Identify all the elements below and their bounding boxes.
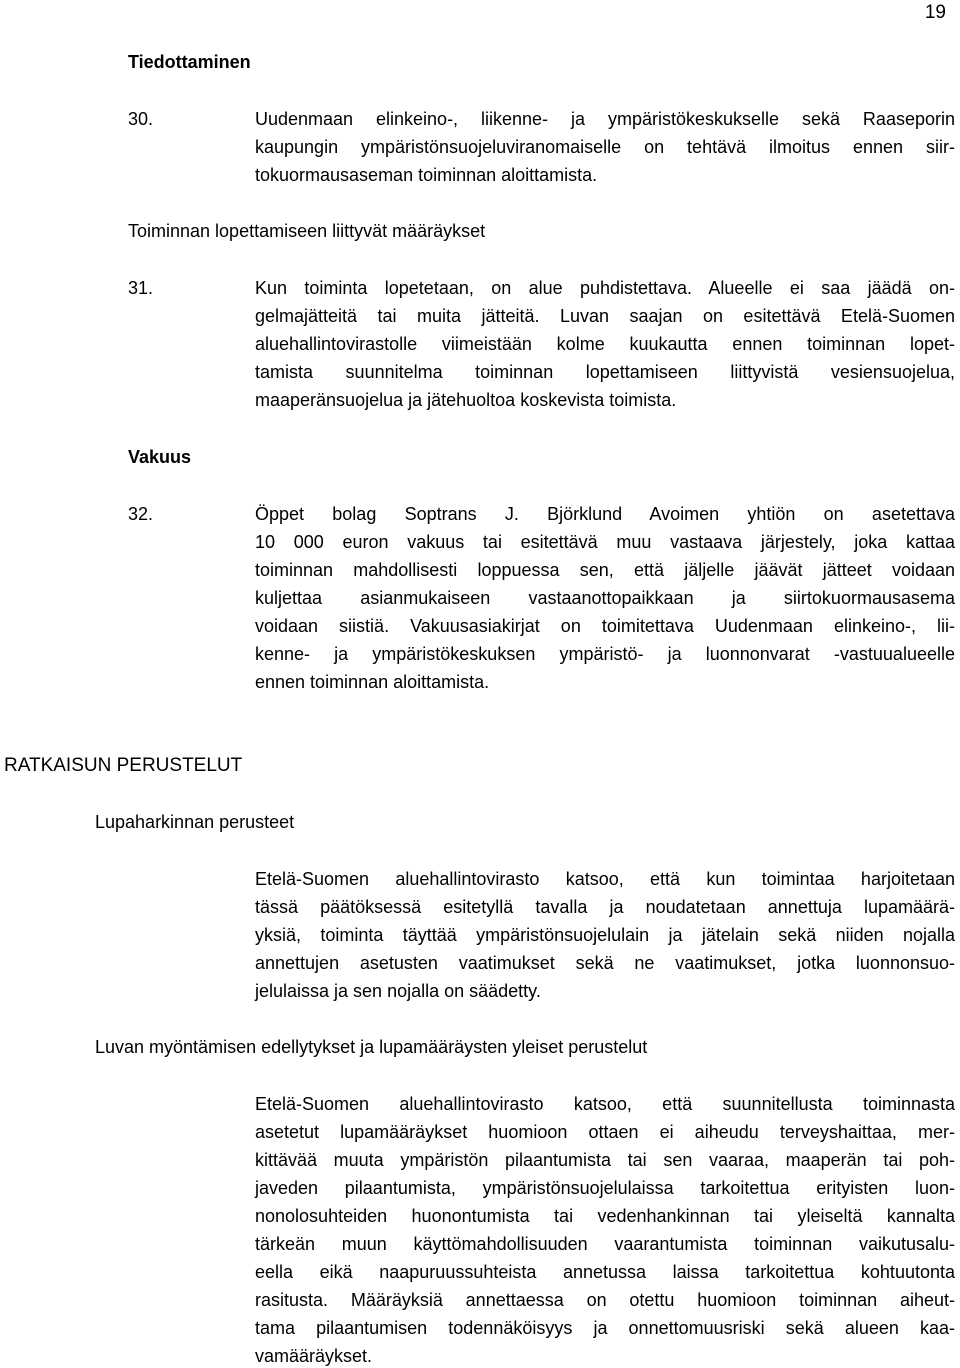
item-31-line: Kun toiminta lopetetaan, on alue puhdistettava. Alueelle ei saa jäädä on-: [255, 278, 955, 298]
edellytykset-line: eella eikä naapuruussuhteista annetussa laissa tarkoitettua kohtuutonta: [255, 1262, 955, 1282]
edellytykset-line: Etelä-Suomen aluehallintovirasto katsoo, että suunnitellusta toiminnasta: [255, 1094, 955, 1114]
section-heading-lopettaminen: Toiminnan lopettamiseen liittyvät määräykset: [128, 221, 486, 241]
item-32-line: kuljettaa asianmukaiseen vastaanottopaikkaan ja siirtokuormausasema: [255, 588, 955, 608]
item-31-line: tamista suunnitelma toiminnan lopettamiseen liittyvistä vesiensuojelua,: [255, 362, 955, 382]
section-heading-vakuus: Vakuus: [128, 447, 192, 467]
item-31-line: aluehallintovirastolle viimeistään kolme kuukautta ennen toiminnan lopet-: [255, 334, 955, 354]
lupaharkinta-line: annettujen asetusten vaatimukset sekä ne vaatimukset, jotka luonnonsuo-: [255, 953, 955, 973]
item-32-line: voidaan siistiä. Vakuusasiakirjat on toimitettava Uudenmaan elinkeino-, lii-: [255, 616, 955, 636]
edellytykset-line: nonolosuhteiden huonontumista tai vedenhankinnan tai yleiseltä kannalta: [255, 1206, 955, 1226]
item-30-line: Uudenmaan elinkeino-, liikenne- ja ympäristökeskukselle sekä Raaseporin: [255, 109, 955, 129]
item-30-line: kaupungin ympäristönsuojeluviranomaiselle on tehtävä ilmoitus ennen siir-: [255, 137, 955, 157]
lupaharkinta-line: jelulaissa ja sen nojalla on säädetty.: [255, 981, 541, 1001]
item-30-line: tokuormausaseman toiminnan aloittamista.: [255, 165, 598, 185]
main-heading-ratkaisun-perustelut: RATKAISUN PERUSTELUT: [4, 755, 243, 776]
edellytykset-line: vamääräykset.: [255, 1346, 373, 1366]
item-32-line: ennen toiminnan aloittamista.: [255, 672, 490, 692]
edellytykset-line: tärkeän muun käyttömahdollisuuden vaarantumista toiminnan vaikutusalu-: [255, 1234, 955, 1254]
item-32-line: kenne- ja ympäristökeskuksen ympäristö- ja luonnonvarat -vastuualueelle: [255, 644, 955, 664]
lupaharkinta-line: yksiä, toiminta täyttää ympäristönsuojelulain ja jätelain sekä niiden nojalla: [255, 925, 955, 945]
edellytykset-line: javeden pilaantumista, ympäristönsuojelulaissa tarkoitettua erityisten luon-: [255, 1178, 955, 1198]
item-number-31: 31.: [128, 278, 154, 298]
edellytykset-line: kittävää muuta ympäristön pilaantumista tai sen vaaraa, maaperän tai poh-: [255, 1150, 955, 1170]
item-32-line: toiminnan mahdollisesti loppuessa sen, että jäljelle jäävät jätteet voidaan: [255, 560, 955, 580]
item-number-30: 30.: [128, 109, 154, 129]
edellytykset-line: tama pilaantumisen todennäköisyys ja onnettomuusriski sekä alueen kaa-: [255, 1318, 955, 1338]
item-number-32: 32.: [128, 504, 154, 524]
item-32-line: 10 000 euron vakuus tai esitettävä muu vastaava järjestely, joka kattaa: [255, 532, 955, 552]
subheading-edellytykset: Luvan myöntämisen edellytykset ja lupamääräysten yleiset perustelut: [95, 1037, 648, 1057]
edellytykset-line: asetetut lupamääräykset huomioon ottaen ei aiheudu terveyshaittaa, mer-: [255, 1122, 955, 1142]
edellytykset-line: rasitusta. Määräyksiä annettaessa on otettu huomioon toiminnan aiheut-: [255, 1290, 955, 1310]
section-heading-tiedottaminen: Tiedottaminen: [128, 52, 251, 72]
page-number: 19: [924, 2, 946, 23]
lupaharkinta-line: tässä päätöksessä esitetyllä tavalla ja noudatetaan annettuja lupamäärä-: [255, 897, 955, 917]
subheading-lupaharkinta: Lupaharkinnan perusteet: [95, 812, 295, 832]
item-32-line: Öppet bolag Soptrans J. Björklund Avoimen yhtiön on asetettava: [255, 504, 955, 524]
lupaharkinta-line: Etelä-Suomen aluehallintovirasto katsoo, että kun toimintaa harjoitetaan: [255, 869, 955, 889]
item-31-line: gelmajätteitä tai muita jätteitä. Luvan saajan on esitettävä Etelä-Suomen: [255, 306, 955, 326]
item-31-line: maaperänsuojelua ja jätehuoltoa koskevista toimista.: [255, 390, 677, 410]
